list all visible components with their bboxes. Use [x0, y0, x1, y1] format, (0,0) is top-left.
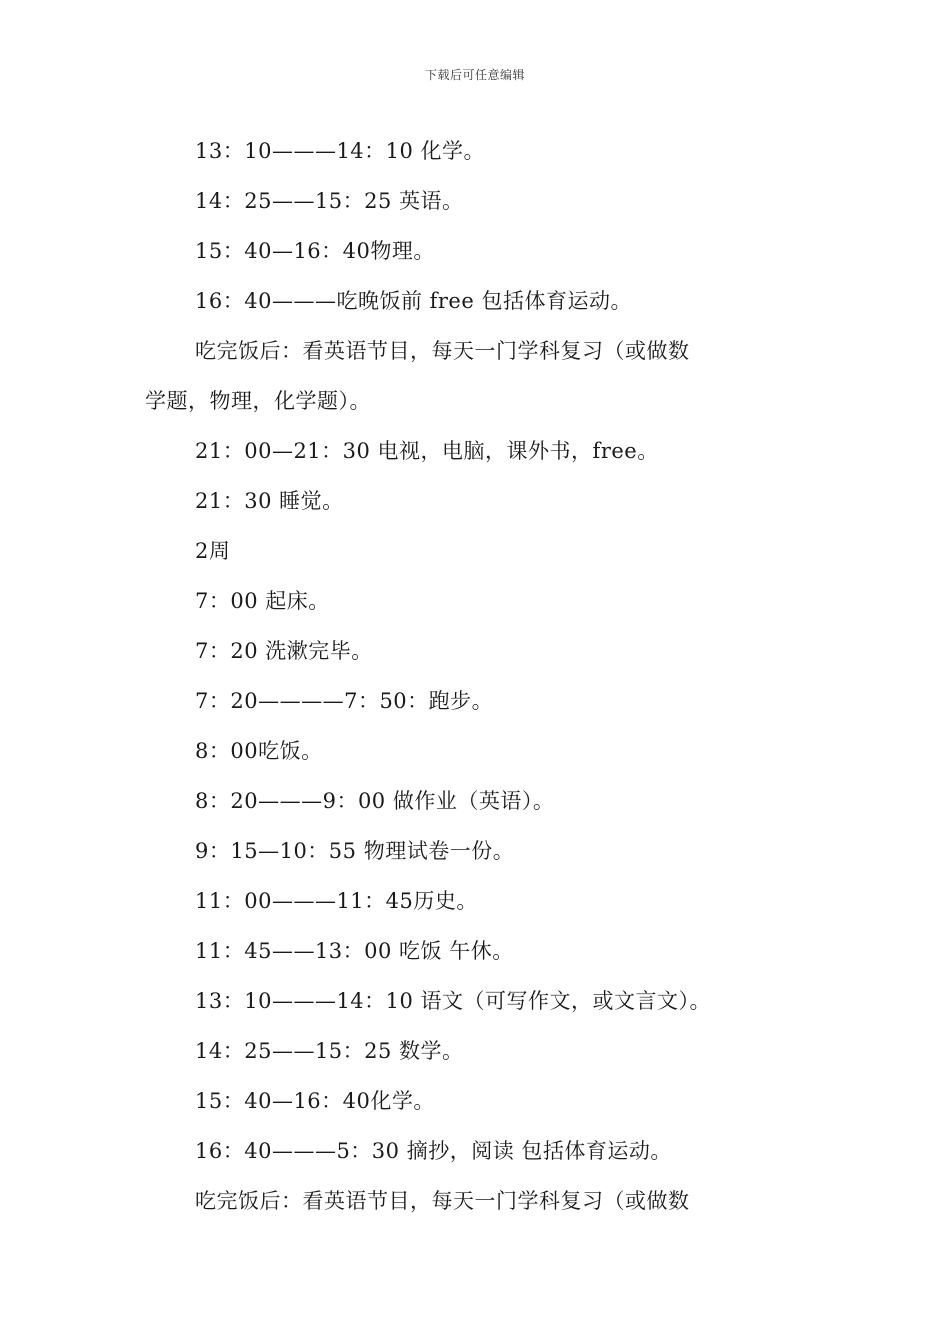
text-line: 7：20 洗漱完毕。	[195, 639, 373, 663]
text-line: 21：30 睡觉。	[195, 489, 344, 513]
text-line: 吃完饭后：看英语节目，每天一门学科复习（或做数	[195, 339, 690, 363]
text-line: 9：15—10：55 物理试卷一份。	[195, 839, 515, 863]
text-line: 16：40———吃晚饭前 free 包括体育运动。	[195, 289, 632, 313]
text-line: 11：00———11：45历史。	[195, 889, 478, 913]
text-line: 8：00吃饭。	[195, 739, 323, 763]
text-line: 13：10———14：10 语文（可写作文，或文言文）。	[195, 989, 712, 1013]
text-line: 21：00—21：30 电视，电脑，课外书，free。	[195, 439, 659, 463]
text-line: 7：20————7：50：跑步。	[195, 689, 494, 713]
text-line: 8：20———9：00 做作业（英语）。	[195, 789, 555, 813]
text-line: 16：40———5：30 摘抄，阅读 包括体育运动。	[195, 1139, 672, 1163]
text-line: 15：40—16：40化学。	[195, 1089, 435, 1113]
text-line: 学题，物理，化学题）。	[145, 389, 371, 413]
text-line: 13：10———14：10 化学。	[195, 139, 486, 163]
page-header: 下载后可任意编辑	[424, 68, 525, 82]
text-line: 2周	[195, 539, 231, 563]
text-line: 11：45——13：00 吃饭 午休。	[195, 939, 514, 963]
text-line: 14：25——15：25 数学。	[195, 1039, 464, 1063]
document-body	[145, 126, 825, 1226]
text-line: 吃完饭后：看英语节目，每天一门学科复习（或做数	[195, 1189, 690, 1213]
text-line: 15：40—16：40物理。	[195, 239, 435, 263]
text-line: 7：00 起床。	[195, 589, 330, 613]
text-line: 14：25——15：25 英语。	[195, 189, 464, 213]
